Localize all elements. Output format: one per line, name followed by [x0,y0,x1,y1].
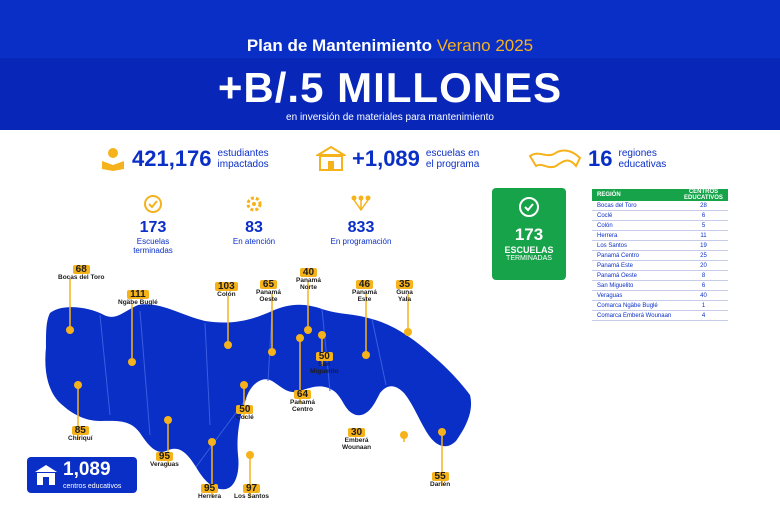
table-row [592,271,728,281]
map-pin-label [290,390,315,413]
pin-region-name: Panamá [352,289,377,296]
investment-subtitle: en inversión de materiales para mantenimiento [286,112,494,123]
investment-amount: +B/.5 MILLONES [217,64,563,111]
table-row [592,211,728,221]
pin-value-badge: 95 [201,484,218,493]
table-cell-region: Panamá Este [597,262,634,269]
pin-region-name: Coclé [236,414,254,421]
pin-value-badge: 95 [156,452,173,461]
gear-icon [244,194,264,214]
progress-programmed [326,194,396,246]
pin-dot [164,416,172,424]
map-pin-label [68,426,93,442]
stat-students-value: 421,176 [132,146,212,171]
table-cell-region: Coclé [597,212,613,219]
pin-value-badge: 103 [215,282,238,291]
map-pin-label [310,352,339,375]
header-banner [0,0,780,130]
pin-region-name-line2: Miguelito [310,368,339,375]
map-pin-label [198,484,221,500]
table-header-count: CENTROS EDUCATIVOS [684,189,723,201]
table-cell-count: 25 [700,252,707,259]
table-cell-region: Bocas del Toro [597,202,637,209]
pin-value-badge: 46 [356,280,373,289]
table-cell-count: 20 [700,262,707,269]
progress-finished [124,194,182,255]
student-reading-icon [100,147,126,171]
title-main: Plan de Mantenimiento [246,36,432,55]
pin-region-name: Guna [396,289,413,296]
map-pin-label [236,405,254,421]
pin-dot [74,381,82,389]
progress-programmed-value: 833 [347,219,375,236]
table-row [592,241,728,251]
progress-finished-label1: Escuelas [136,237,170,246]
completed-schools-label1: ESCUELAS [504,245,554,255]
completed-schools-value: 173 [514,225,544,244]
table-cell-region: Comarca Emberá Wounaan [597,312,672,319]
check-circle-white-icon [518,196,540,218]
progress-finished-label2: terminadas [133,246,173,255]
pin-dot [66,326,74,334]
pin-region-name: San [318,361,331,368]
pin-value-badge: 111 [127,290,149,299]
stat-students-label2: impactados [217,159,269,170]
pin-region-name-line2: Norte [299,284,317,291]
map-pin-label [342,428,371,451]
pin-dot [208,438,216,446]
table-row [592,301,728,311]
map-pin-label [352,280,377,303]
table-row [592,221,728,231]
pin-value-badge: 65 [260,280,277,289]
pin-value-badge: 40 [300,268,317,277]
stat-schools-value: +1,089 [352,146,420,171]
table-cell-region: Panamá Oeste [597,272,638,279]
pin-region-name: Emberá [344,437,369,444]
table-row [592,281,728,291]
table-header-region: REGIÓN [597,192,621,198]
pin-region-name: Herrera [198,493,222,500]
pin-value-badge: 50 [236,405,253,414]
pin-dot [224,341,232,349]
school-building-icon [316,146,346,172]
pin-region-name: Panamá [290,399,315,406]
table-cell-region: Veraguas [597,292,623,299]
pin-dot [318,331,326,339]
pin-region-name: Ngäbe Buglé [118,299,158,306]
pin-dot [404,328,412,336]
progress-attention [224,194,284,246]
pin-region-name-line2: Yala [398,296,412,303]
stat-regions-value: 16 [588,146,613,171]
table-cell-region: Colón [597,222,613,229]
pin-value-badge: 50 [316,352,333,361]
table-cell-region: Los Santos [597,242,628,249]
check-circle-icon [143,194,163,214]
pin-value-badge: 55 [432,472,449,481]
map-pin-label [58,265,104,281]
pin-value-badge: 64 [294,390,311,399]
stat-schools-label2: el programa [425,159,480,170]
pin-dot [438,428,446,436]
pin-region-name: Veraguas [150,461,179,468]
stat-regions-label2: educativas [618,159,667,170]
map-pin-label [296,268,321,291]
map-pin-label [234,484,269,500]
pin-dot [296,334,304,342]
total-centers-box [27,457,137,493]
pin-region-name-line2: Wounaan [342,444,372,451]
map-pin-label [430,472,450,488]
pin-region-name: Panamá [296,277,321,284]
table-cell-count: 19 [700,242,707,249]
pin-dot [362,351,370,359]
table-cell-count: 8 [701,272,706,279]
table-cell-count: 4 [701,312,706,319]
stat-schools-label1: escuelas en [425,148,480,159]
pin-region-name-line2: Oeste [259,296,278,303]
table-row [592,231,728,241]
pin-region-name-line2: Centro [291,406,313,413]
table-cell-region: San Miguelito [597,282,634,289]
pin-dot [400,431,408,439]
school-icon [33,463,59,487]
network-icon [350,194,372,214]
completed-schools-label2: TERMINADAS [506,255,552,262]
table-row [592,201,728,211]
pin-value-badge: 35 [396,280,413,289]
pin-dot [268,348,276,356]
table-cell-count: 1 [701,302,706,309]
pin-region-name: Chiriquí [68,435,93,442]
table-cell-count: 6 [701,282,706,289]
progress-attention-value: 83 [245,219,263,236]
pin-region-name: Darién [430,481,451,488]
table-header [592,189,728,201]
region-table [592,189,728,321]
stat-schools [316,146,479,172]
progress-programmed-label: En programación [330,237,392,246]
pin-value-badge: 97 [243,484,260,493]
map-pin-label [215,282,238,298]
progress-finished-value: 173 [139,219,167,236]
total-centers-value: 1,089 [63,459,111,480]
pin-region-name: Panamá [256,289,281,296]
page-title [0,36,780,56]
pin-dot [246,451,254,459]
title-accent: Verano 2025 [436,36,534,55]
map-pin-label [150,452,179,468]
pin-dot [304,326,312,334]
table-cell-region: Panamá Centro [597,252,640,259]
table-row [592,261,728,271]
table-cell-count: 6 [701,212,706,219]
table-row [592,311,728,321]
pin-dot [240,381,248,389]
progress-attention-label: En atención [232,237,276,246]
table-cell-region: Herrera [597,232,618,239]
table-row [592,251,728,261]
stat-students-label1: estudiantes [217,148,269,159]
pin-value-badge: 30 [348,428,365,437]
pin-value-badge: 68 [73,265,90,274]
table-cell-count: 5 [701,222,706,229]
map-pin-label [396,280,413,303]
table-cell-count: 28 [700,202,707,209]
pin-region-name: Los Santos [234,493,270,500]
map-pin-label [118,290,158,306]
pin-value-badge: 85 [72,426,89,435]
pin-region-name: Colón [217,291,236,298]
table-cell-count: 11 [700,232,707,239]
table-row [592,291,728,301]
pin-region-name: Bocas del Toro [58,274,105,281]
stat-students [100,146,269,172]
total-centers-label: centros educativos [63,483,122,490]
panama-map-icon [528,146,582,172]
map-pin-label [256,280,281,303]
table-body [592,201,728,321]
table-cell-region: Comarca Ngäbe Buglé [597,302,658,309]
completed-schools-box [492,188,566,280]
table-cell-count: 40 [700,292,707,299]
pin-dot [128,358,136,366]
stat-regions [528,146,666,172]
pin-region-name-line2: Este [357,296,372,303]
stat-regions-label1: regiones [618,148,657,159]
